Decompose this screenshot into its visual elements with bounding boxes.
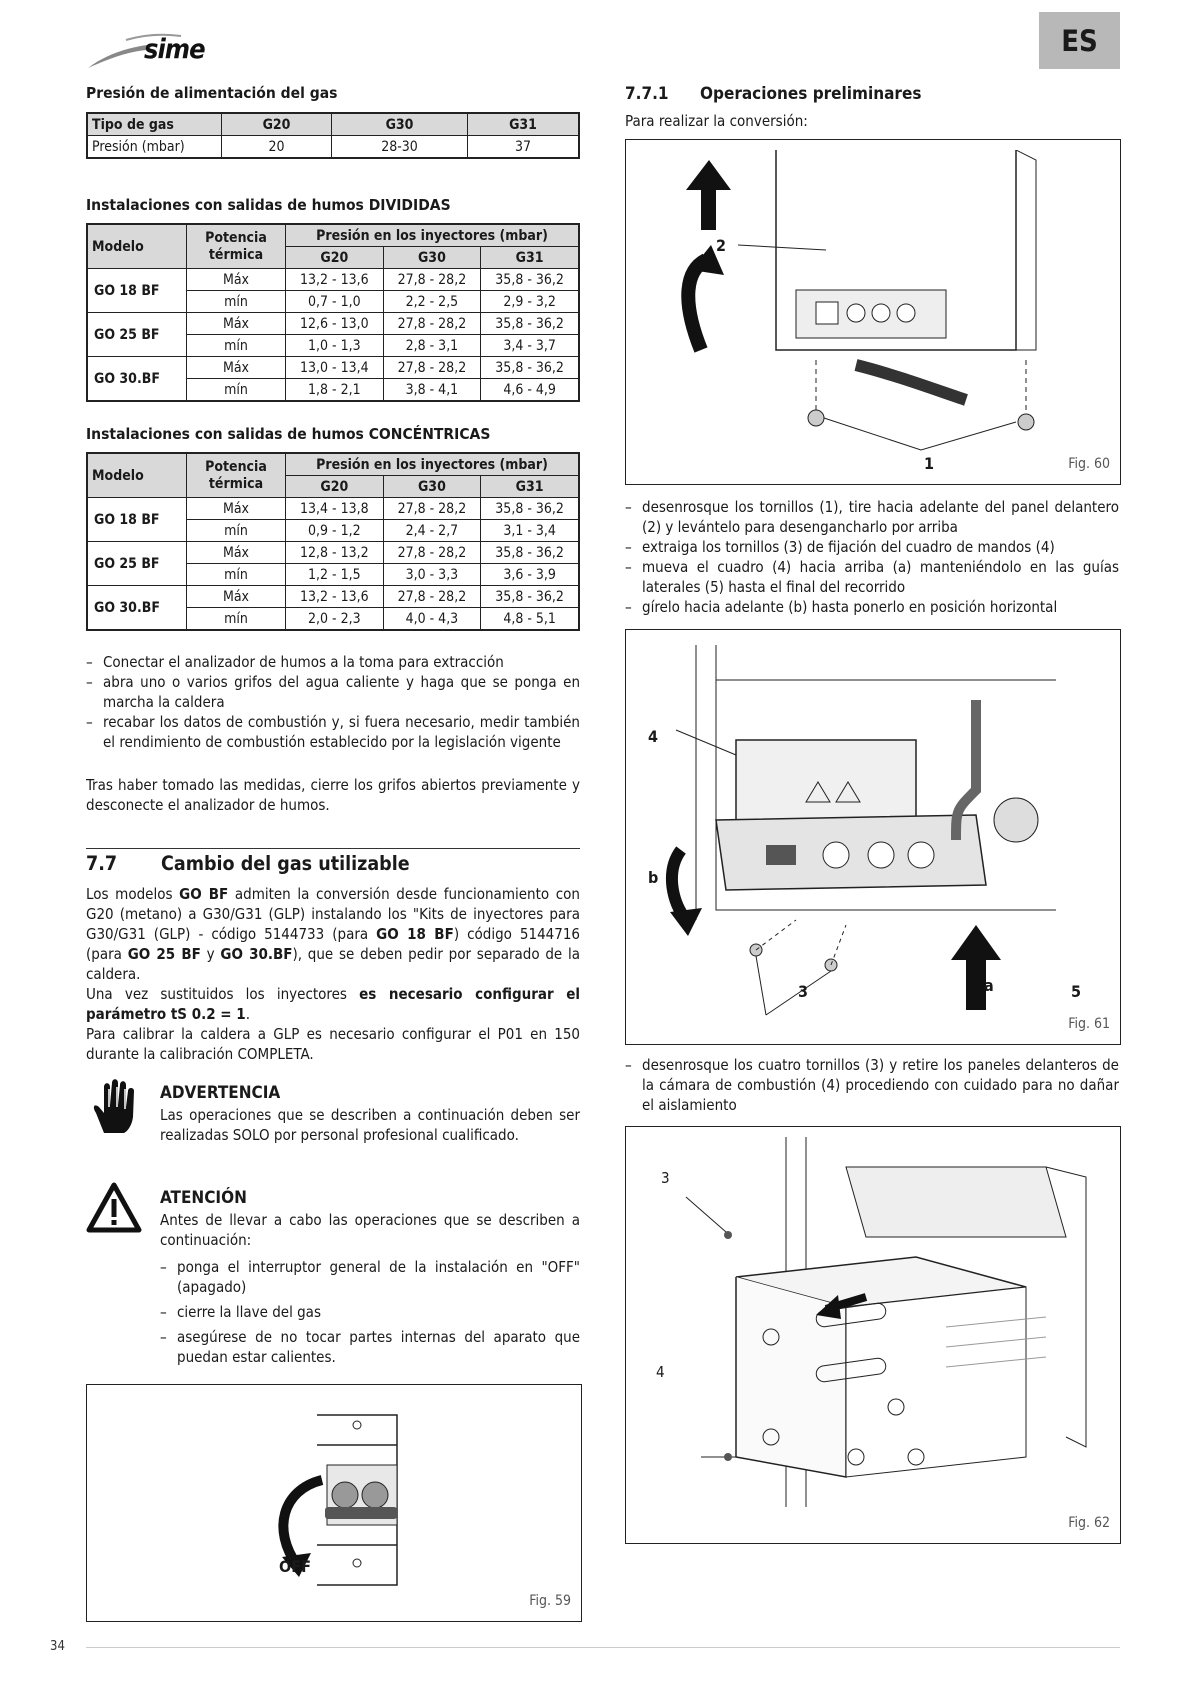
callout-4: 4 bbox=[656, 1363, 665, 1381]
table-cell: 13,0 - 13,4 bbox=[286, 357, 384, 379]
text: ), que se deben pedir por separado de la caldera. bbox=[86, 945, 581, 983]
text: y bbox=[200, 945, 221, 963]
control-panel-illustration bbox=[656, 640, 1096, 1030]
table-header-row bbox=[87, 113, 579, 136]
section-divider bbox=[86, 848, 580, 849]
list-item: – recabar los datos de combustión y, si fuera necesario, medir también el rendimiento de combustión establecido por la legislación vigente bbox=[86, 712, 580, 752]
text: ) código 5144716 (para bbox=[86, 925, 580, 963]
header-power: Potencia térmica bbox=[187, 224, 286, 269]
warning-title: ADVERTENCIA bbox=[160, 1083, 281, 1103]
table-cell: 37 bbox=[468, 136, 580, 159]
table-row bbox=[87, 269, 579, 291]
language-label: ES bbox=[1061, 23, 1098, 58]
table-cell: G20 bbox=[222, 113, 332, 136]
callout-b: b bbox=[648, 868, 659, 887]
preliminary-steps-list bbox=[625, 497, 1119, 617]
table-cell: 4,0 - 4,3 bbox=[383, 608, 481, 631]
divided-title: Instalaciones con salidas de humos DIVIDIDAS bbox=[86, 196, 451, 214]
table-cell: GO 25 BF bbox=[87, 542, 187, 586]
table-cell: 2,2 - 2,5 bbox=[383, 291, 481, 313]
table-cell: Máx bbox=[187, 498, 286, 520]
table-cell: 2,0 - 2,3 bbox=[286, 608, 384, 631]
model-name: GO 30.BF bbox=[220, 945, 293, 963]
section-77-body bbox=[86, 884, 580, 1064]
table-row bbox=[87, 357, 579, 379]
table-header-row bbox=[87, 224, 579, 247]
attention-list bbox=[160, 1257, 580, 1367]
list-item: – asegúrese de no tocar partes internas del aparato que puedan estar calientes. bbox=[160, 1327, 580, 1367]
table-cell: G30 bbox=[383, 476, 481, 498]
language-tab bbox=[1039, 12, 1120, 69]
table-cell: Máx bbox=[187, 357, 286, 379]
table-cell: 1,0 - 1,3 bbox=[286, 335, 384, 357]
table-cell: 0,7 - 1,0 bbox=[286, 291, 384, 313]
table-header-row bbox=[87, 453, 579, 476]
figure-60 bbox=[625, 139, 1121, 485]
section-title: Cambio del gas utilizable bbox=[161, 852, 410, 875]
paragraph bbox=[86, 984, 580, 1024]
table-row bbox=[87, 136, 579, 159]
header-model: Modelo bbox=[87, 453, 187, 498]
list-item: – mueva el cuadro (4) hacia arriba (a) manteniéndolo en las guías laterales (5) hasta el final del recorrido bbox=[625, 557, 1119, 597]
section-title: Operaciones preliminares bbox=[700, 84, 922, 104]
table-cell: 3,4 - 3,7 bbox=[481, 335, 579, 357]
figure-caption: Fig. 59 bbox=[529, 1593, 571, 1609]
table-cell: 3,6 - 3,9 bbox=[481, 564, 579, 586]
list-item: – extraiga los tornillos (3) de fijación del cuadro de mandos (4) bbox=[625, 537, 1119, 557]
table-cell: 13,4 - 13,8 bbox=[286, 498, 384, 520]
brand-name: sime bbox=[144, 34, 205, 65]
table-cell: Máx bbox=[187, 542, 286, 564]
table-cell: 20 bbox=[222, 136, 332, 159]
model-name: GO 18 BF bbox=[376, 925, 454, 943]
table-cell: mín bbox=[187, 379, 286, 402]
table-cell: 27,8 - 28,2 bbox=[383, 542, 481, 564]
warning-text: Las operaciones que se describen a continuación deben ser realizadas SOLO por personal profesional cualificado. bbox=[160, 1106, 580, 1144]
table-cell: 27,8 - 28,2 bbox=[383, 357, 481, 379]
table-cell: 12,8 - 13,2 bbox=[286, 542, 384, 564]
callout-1: 1 bbox=[924, 454, 935, 473]
figure-59 bbox=[86, 1384, 582, 1622]
front-panel-removal-illustration bbox=[666, 150, 1086, 460]
text: . bbox=[245, 1005, 250, 1023]
table-cell: G31 bbox=[468, 113, 580, 136]
header-model: Modelo bbox=[87, 224, 187, 269]
paragraph: Para calibrar la caldera a GLP es necesario configurar el P01 en 150 durante la calibración COMPLETA. bbox=[86, 1025, 580, 1063]
callout-4: 4 bbox=[648, 727, 659, 746]
figure-61 bbox=[625, 629, 1121, 1045]
warning-triangle-icon bbox=[86, 1182, 142, 1234]
parameter-note: es necesario configurar el parámetro tS 0.2 = 1 bbox=[86, 985, 581, 1023]
header-pressure: Presión en los inyectores (mbar) bbox=[286, 224, 580, 247]
table-cell: mín bbox=[187, 608, 286, 631]
list-item: – desenrosque los tornillos (1), tire hacia adelante del panel delantero (2) y levántelo para desengancharlo por arriba bbox=[625, 497, 1119, 537]
concentric-table bbox=[86, 452, 580, 631]
table-cell: GO 18 BF bbox=[87, 498, 187, 542]
table-cell: 35,8 - 36,2 bbox=[481, 498, 579, 520]
table-cell: 0,9 - 1,2 bbox=[286, 520, 384, 542]
list-item: – cierre la llave del gas bbox=[160, 1302, 580, 1322]
attention-text: Antes de llevar a cabo las operaciones que se describen a continuación: bbox=[160, 1211, 580, 1249]
table-cell: Máx bbox=[187, 586, 286, 608]
divided-table bbox=[86, 223, 580, 402]
table-cell: 1,8 - 2,1 bbox=[286, 379, 384, 402]
table-cell: 35,8 - 36,2 bbox=[481, 357, 579, 379]
combustion-steps-list bbox=[86, 652, 580, 752]
after-measure-text: Tras haber tomado las medidas, cierre los grifos abiertos previamente y desconecte el analizador de humos. bbox=[86, 776, 580, 814]
brand-logo bbox=[86, 26, 246, 70]
table-cell: 35,8 - 36,2 bbox=[481, 586, 579, 608]
list-item: – gírelo hacia adelante (b) hasta ponerlo en posición horizontal bbox=[625, 597, 1119, 617]
table-row bbox=[87, 586, 579, 608]
table-row bbox=[87, 498, 579, 520]
table-cell: G20 bbox=[286, 476, 384, 498]
table-cell: GO 30.BF bbox=[87, 586, 187, 631]
section-771-intro: Para realizar la conversión: bbox=[625, 112, 808, 130]
table-cell: 35,8 - 36,2 bbox=[481, 313, 579, 335]
table-cell: mín bbox=[187, 564, 286, 586]
figure-caption: Fig. 60 bbox=[1068, 456, 1110, 472]
callout-3: 3 bbox=[798, 982, 809, 1001]
table-cell: G30 bbox=[383, 247, 481, 269]
table-cell: 3,0 - 3,3 bbox=[383, 564, 481, 586]
table-cell: G31 bbox=[481, 476, 579, 498]
attention-title: ATENCIÓN bbox=[160, 1188, 247, 1208]
table-cell: Máx bbox=[187, 269, 286, 291]
text: Una vez sustituidos los inyectores bbox=[86, 985, 360, 1003]
model-name: GO 25 BF bbox=[127, 945, 201, 963]
table-cell: 2,9 - 3,2 bbox=[481, 291, 579, 313]
table-cell: GO 18 BF bbox=[87, 269, 187, 313]
table-cell: G20 bbox=[286, 247, 384, 269]
table-cell: 27,8 - 28,2 bbox=[383, 586, 481, 608]
table-row bbox=[87, 313, 579, 335]
hand-icon bbox=[86, 1077, 142, 1135]
text: Los modelos bbox=[86, 885, 180, 903]
table-cell: 2,8 - 3,1 bbox=[383, 335, 481, 357]
footer-rule bbox=[86, 1647, 1120, 1648]
table-cell: 13,2 - 13,6 bbox=[286, 586, 384, 608]
callout-3: 3 bbox=[661, 1169, 670, 1187]
callout-5: 5 bbox=[1071, 982, 1082, 1001]
figure-caption: Fig. 62 bbox=[1068, 1515, 1110, 1531]
combustion-chamber-steps-list bbox=[625, 1055, 1119, 1115]
list-item: – abra uno o varios grifos del agua caliente y haga que se ponga en marcha la caldera bbox=[86, 672, 580, 712]
table-cell: mín bbox=[187, 520, 286, 542]
combustion-chamber-illustration bbox=[666, 1137, 1106, 1507]
table-cell: 4,8 - 5,1 bbox=[481, 608, 579, 631]
table-cell: Máx bbox=[187, 313, 286, 335]
callout-2: 2 bbox=[716, 236, 727, 255]
table-cell: 1,2 - 1,5 bbox=[286, 564, 384, 586]
table-cell: G31 bbox=[481, 247, 579, 269]
table-cell: 12,6 - 13,0 bbox=[286, 313, 384, 335]
table-cell: GO 30.BF bbox=[87, 357, 187, 402]
table-cell: G30 bbox=[332, 113, 468, 136]
table-cell: 27,8 - 28,2 bbox=[383, 313, 481, 335]
header-power: Potencia térmica bbox=[187, 453, 286, 498]
table-cell: 3,1 - 3,4 bbox=[481, 520, 579, 542]
table-cell: GO 25 BF bbox=[87, 313, 187, 357]
figure-caption: Fig. 61 bbox=[1068, 1016, 1110, 1032]
header-pressure: Presión en los inyectores (mbar) bbox=[286, 453, 580, 476]
table-cell: 35,8 - 36,2 bbox=[481, 269, 579, 291]
callout-a: a bbox=[984, 976, 994, 995]
section-77-heading bbox=[86, 852, 410, 875]
table-cell: 13,2 - 13,6 bbox=[286, 269, 384, 291]
gas-pressure-title: Presión de alimentación del gas bbox=[86, 84, 338, 102]
table-cell: 35,8 - 36,2 bbox=[481, 542, 579, 564]
list-item: – ponga el interruptor general de la instalación en "OFF" (apagado) bbox=[160, 1257, 580, 1297]
table-cell: 27,8 - 28,2 bbox=[383, 269, 481, 291]
section-771-heading bbox=[625, 84, 921, 104]
concentric-title: Instalaciones con salidas de humos CONCÉNTRICAS bbox=[86, 425, 491, 443]
figure-62 bbox=[625, 1126, 1121, 1544]
gas-pressure-table bbox=[86, 112, 580, 159]
table-cell: Presión (mbar) bbox=[87, 136, 222, 159]
table-cell: 27,8 - 28,2 bbox=[383, 498, 481, 520]
section-number: 7.7 bbox=[86, 852, 118, 875]
section-number: 7.7.1 bbox=[625, 84, 669, 104]
table-row bbox=[87, 542, 579, 564]
table-cell: 2,4 - 2,7 bbox=[383, 520, 481, 542]
page-number: 34 bbox=[50, 1639, 65, 1654]
table-cell: 4,6 - 4,9 bbox=[481, 379, 579, 402]
table-cell: 28-30 bbox=[332, 136, 468, 159]
list-item: – desenrosque los cuatro tornillos (3) y retire los paneles delanteros de la cámara de combustión (4) procediendo con cuidado para no dañar el aislamiento bbox=[625, 1055, 1119, 1115]
table-cell: mín bbox=[187, 335, 286, 357]
paragraph bbox=[86, 884, 580, 984]
list-item: – Conectar el analizador de humos a la toma para extracción bbox=[86, 652, 580, 672]
off-label: OFF bbox=[279, 1557, 311, 1576]
model-name: GO BF bbox=[179, 885, 229, 903]
text: admiten la conversión desde funcionamiento con G20 (metano) a G30/G31 (GLP) instalando los "Kits de inyectores para G30/G31 (GLP) - código 5144733 (para bbox=[86, 885, 580, 943]
table-cell: mín bbox=[187, 291, 286, 313]
table-cell: Tipo de gas bbox=[87, 113, 222, 136]
table-cell: 3,8 - 4,1 bbox=[383, 379, 481, 402]
